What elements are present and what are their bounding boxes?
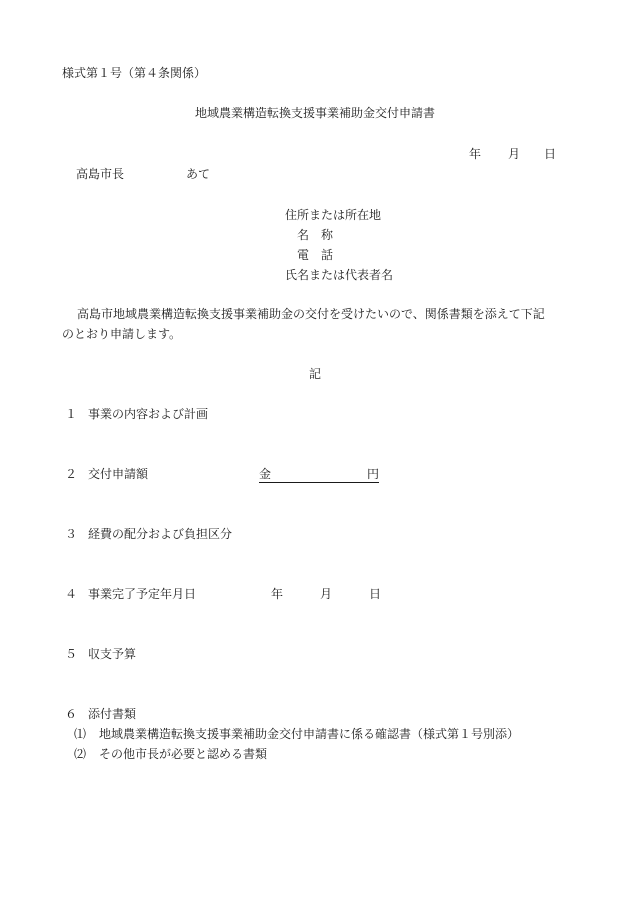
item-3-label: 経費の配分および負担区分 — [88, 527, 233, 541]
applicant-address-label: 住所または所在地 — [285, 208, 382, 222]
amount-field — [259, 468, 379, 483]
applicant-representative-label: 氏名または代表者名 — [285, 268, 394, 282]
date-day: 日 — [544, 147, 557, 161]
item-2-label: 交付申請額 — [88, 467, 149, 481]
amount-unit: 円 — [366, 467, 379, 481]
item-2-number: ２ — [65, 467, 78, 481]
date-month: 月 — [508, 147, 521, 161]
item-1-number: １ — [65, 407, 78, 421]
item-1-label: 事業の内容および計画 — [88, 407, 209, 421]
attachment-text: その他市長が必要と認める書類 — [99, 747, 268, 761]
form-number: 様式第１号（第４条関係） — [62, 66, 207, 80]
attachment-text: 地域農業構造転換支援事業補助金交付申請書に係る確認書（様式第１号別添） — [99, 727, 520, 741]
attachment-number: ⑵ — [74, 747, 87, 761]
ki-heading: 記 — [308, 367, 321, 381]
item-5-label: 収支予算 — [88, 647, 137, 661]
item-4-number: ４ — [65, 587, 78, 601]
date-year: 年 — [469, 147, 482, 161]
item-3-number: ３ — [65, 527, 78, 541]
body-line-2: のとおり申請します。 — [62, 327, 182, 341]
applicant-phone-label: 電 話 — [297, 248, 334, 262]
addressee-name: 高島市長 — [76, 167, 125, 181]
completion-year: 年 — [271, 587, 284, 601]
body-line-1: 高島市地域農業構造転換支援事業補助金の交付を受けたいので、関係書類を添えて下記 — [77, 307, 545, 321]
attachment-number: ⑴ — [74, 727, 87, 741]
item-4-label: 事業完了予定年月日 — [88, 587, 197, 601]
item-6-label: 添付書類 — [88, 707, 137, 721]
completion-month: 月 — [320, 587, 333, 601]
addressee-suffix: あて — [186, 167, 211, 181]
completion-day: 日 — [369, 587, 382, 601]
document-title: 地域農業構造転換支援事業補助金交付申請書 — [194, 106, 435, 120]
amount-prefix: 金 — [259, 467, 272, 481]
item-5-number: ５ — [65, 647, 78, 661]
item-6-number: ６ — [65, 707, 78, 721]
applicant-name-label: 名 称 — [297, 228, 334, 242]
